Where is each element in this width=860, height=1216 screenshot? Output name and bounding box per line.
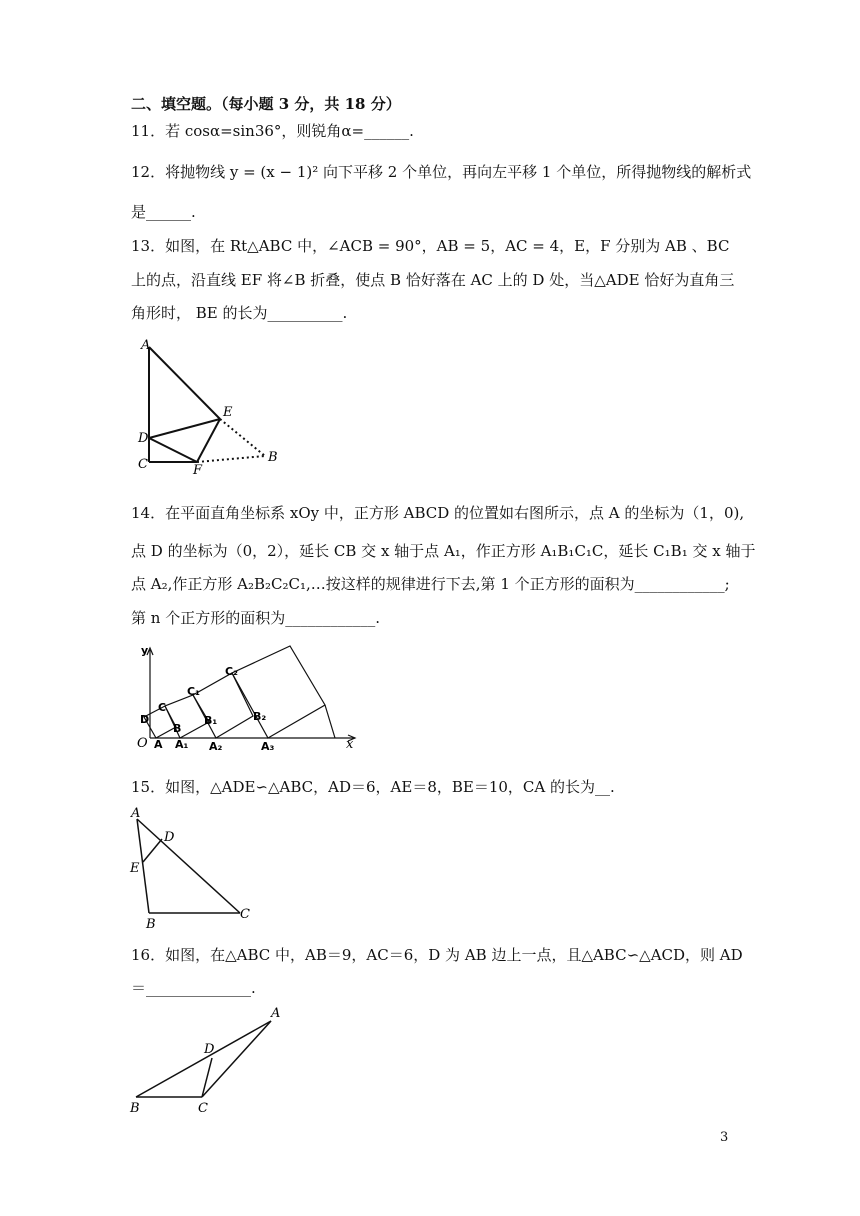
- page-number: 3: [720, 1130, 729, 1145]
- q14-label-c2: C₂: [225, 665, 238, 678]
- q15-label-e: E: [130, 861, 140, 876]
- figure-q14-svg: [130, 640, 370, 755]
- q13-label-e: E: [223, 405, 233, 420]
- figure-q15-svg: [128, 802, 258, 932]
- section-title: 二、填空题。（每小题 3 分，共 18 分）: [131, 95, 401, 113]
- q14-label-d: D: [140, 713, 150, 726]
- q14-label-b2: B₂: [253, 710, 267, 723]
- q14-label-a1: A₁: [175, 738, 189, 751]
- q15-label-a: A: [131, 806, 141, 821]
- q13-label-f: F: [193, 463, 203, 478]
- q14-label-c: C: [158, 701, 167, 714]
- figure-q16-svg: [128, 1003, 288, 1118]
- q15-label-b: B: [146, 917, 156, 932]
- question-16-line-1: 16．如图，在△ABC 中，AB＝9，AC＝6，D 为 AB 边上一点，且△ABC∽△ACD，则 AD: [131, 946, 743, 964]
- q16-label-c: C: [198, 1101, 208, 1116]
- q14-label-a3: A₃: [261, 740, 275, 753]
- q14-label-y: y: [141, 644, 149, 657]
- question-11: 11．若 cosα=sin36°，则锐角α=______.: [131, 122, 414, 140]
- question-14-line-2: 点 D 的坐标为（0，2），延长 CB 交 x 轴于点 A₁，作正方形 A₁B₁C₁C，延长 C₁B₁ 交 x 轴于: [131, 542, 756, 560]
- q15-label-c: C: [240, 907, 250, 922]
- question-16-line-2: ＝______________.: [131, 979, 256, 997]
- figure-q13-svg: [130, 335, 290, 478]
- question-14-line-3: 点 A₂,作正方形 A₂B₂C₂C₁,…按这样的规律进行下去,第 1 个正方形的面积为____________;: [131, 575, 730, 593]
- q14-label-x: x: [346, 737, 354, 752]
- q16-label-d: D: [204, 1042, 215, 1057]
- question-12-line-1: 12．将抛物线 y = (x − 1)² 向下平移 2 个单位，再向左平移 1 个单位，所得抛物线的解析式: [131, 163, 752, 181]
- question-15: 15．如图，△ADE∽△ABC，AD＝6，AE＝8，BE＝10，CA 的长为__.: [131, 778, 615, 796]
- figure-q15: [128, 802, 258, 932]
- q14-label-b: B: [173, 722, 182, 735]
- q15-label-d: D: [164, 830, 175, 845]
- figure-q14: [130, 640, 370, 755]
- q14-label-o: O: [137, 736, 148, 751]
- question-13-line-3: 角形时， BE 的长为__________.: [131, 304, 348, 322]
- q14-label-a: A: [154, 738, 163, 751]
- question-12-line-2: 是______.: [131, 203, 196, 221]
- q13-label-a: A: [141, 338, 151, 353]
- question-13-line-2: 上的点，沿直线 EF 将∠B 折叠，使点 B 恰好落在 AC 上的 D 处，当△ADE 恰好为直角三: [131, 271, 735, 289]
- q14-label-a2: A₂: [209, 740, 223, 753]
- figure-q13: [130, 335, 290, 478]
- q13-label-c: C: [138, 457, 148, 472]
- q14-label-b1: B₁: [204, 714, 218, 727]
- question-13-line-1: 13．如图，在 Rt△ABC 中，∠ACB = 90°，AB = 5，AC = 4，E，F 分别为 AB 、BC: [131, 237, 730, 255]
- question-14-line-4: 第 n 个正方形的面积为____________.: [131, 609, 380, 627]
- q16-label-a: A: [271, 1006, 281, 1021]
- q16-label-b: B: [130, 1101, 140, 1116]
- q14-label-c1: C₁: [187, 685, 200, 698]
- question-14-line-1: 14．在平面直角坐标系 xOy 中，正方形 ABCD 的位置如右图所示，点 A 的坐标为（1，0),: [131, 504, 745, 522]
- q13-label-d: D: [138, 431, 149, 446]
- q13-label-b: B: [268, 450, 278, 465]
- figure-q16: [128, 1003, 288, 1118]
